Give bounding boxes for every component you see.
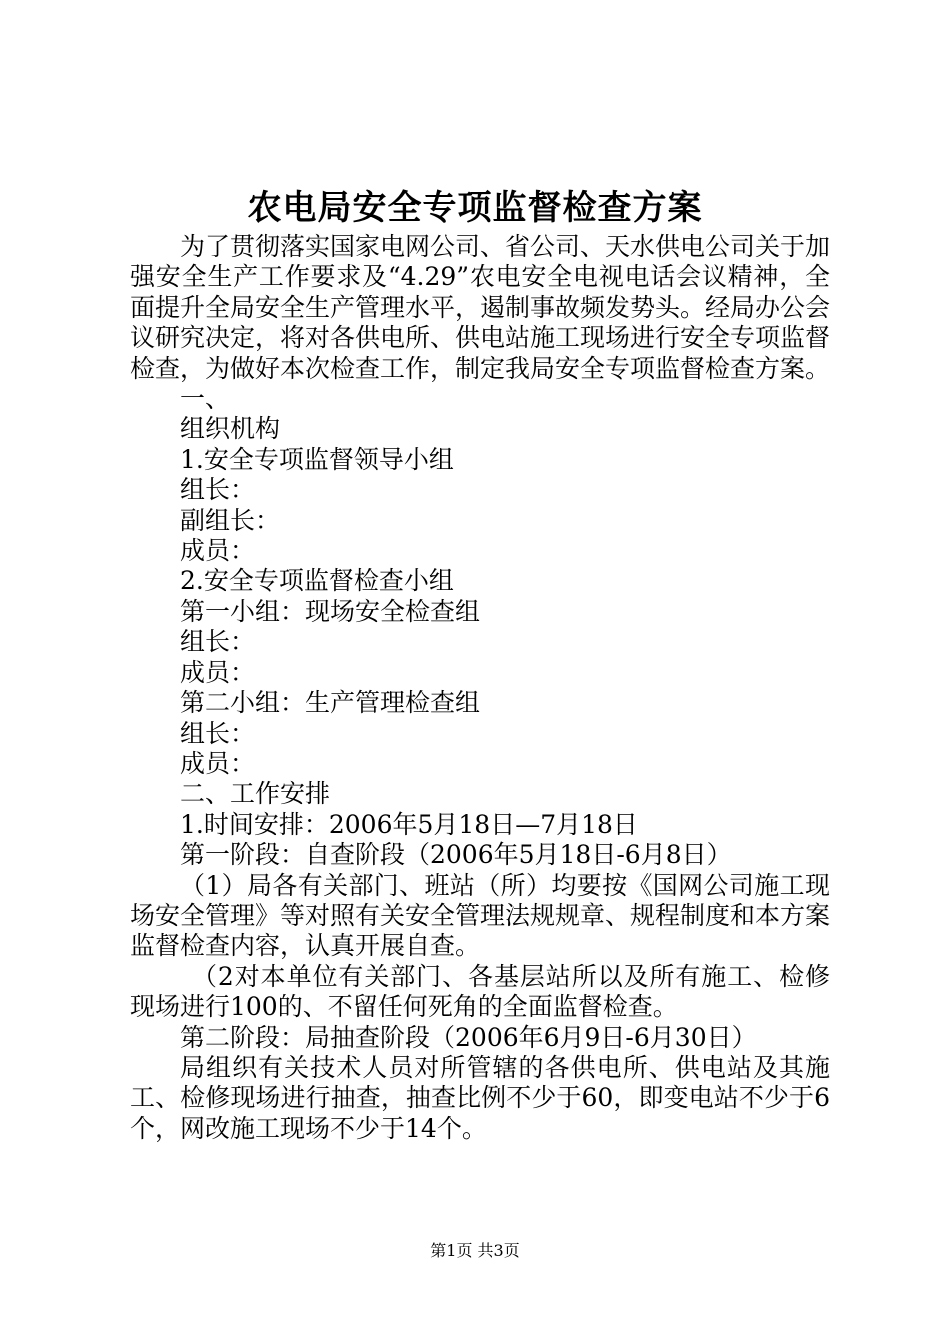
paragraph: 为了贯彻落实国家电网公司、省公司、天水供电公司关于加强安全生产工作要求及“4.29”农电安全电视电话会议精神，全面提升全局安全生产管理水平，遏制事故频发势头。经局办公会议研究决定，将对各供电所、供电站施工现场进行安全专项监督检查，为做好本次检查工作，制定我局安全专项监督检查方案。 [130,232,831,383]
paragraph: 第二小组：生产管理检查组 [180,688,481,718]
paragraph: 一、 [180,384,231,414]
paragraph: 第一阶段：自查阶段（2006年5月18日-6月8日） [180,840,732,870]
paragraph: 成员： [180,657,256,687]
paragraph: 二、工作安排 [180,779,331,809]
paragraph: 2.安全专项监督检查小组 [180,566,454,596]
document-body [130,232,830,1144]
paragraph: 副组长： [180,505,281,535]
page-footer: 第1页 共3页 [430,1241,520,1260]
paragraph: （2对本单位有关部门、各基层站所以及所有施工、检修现场进行100的、不留任何死角的全面监督检查。 [130,961,830,1022]
document-title: 农电局安全专项监督检查方案 [247,188,703,228]
paragraph: 局组织有关技术人员对所管辖的各供电所、供电站及其施工、检修现场进行抽查，抽查比例不少于60，即变电站不少于6个，网改施工现场不少于14个。 [130,1052,830,1143]
paragraph: （1）局各有关部门、班站（所）均要按《国网公司施工现场安全管理》等对照有关安全管理法规规章、规程制度和本方案监督检查内容，认真开展自查。 [130,870,831,961]
paragraph: 组长： [180,627,256,657]
paragraph: 成员： [180,536,256,566]
paragraph: 组长： [180,475,256,505]
paragraph: 1.安全专项监督领导小组 [180,444,454,474]
paragraph: 组织机构 [180,414,281,444]
paragraph: 第二阶段：局抽查阶段（2006年6月9日-6月30日） [180,1022,757,1052]
paragraph: 1.时间安排：2006年5月18日—7月18日 [180,809,638,839]
paragraph: 成员： [180,748,256,778]
paragraph: 组长： [180,718,256,748]
paragraph: 第一小组：现场安全检查组 [180,596,481,626]
